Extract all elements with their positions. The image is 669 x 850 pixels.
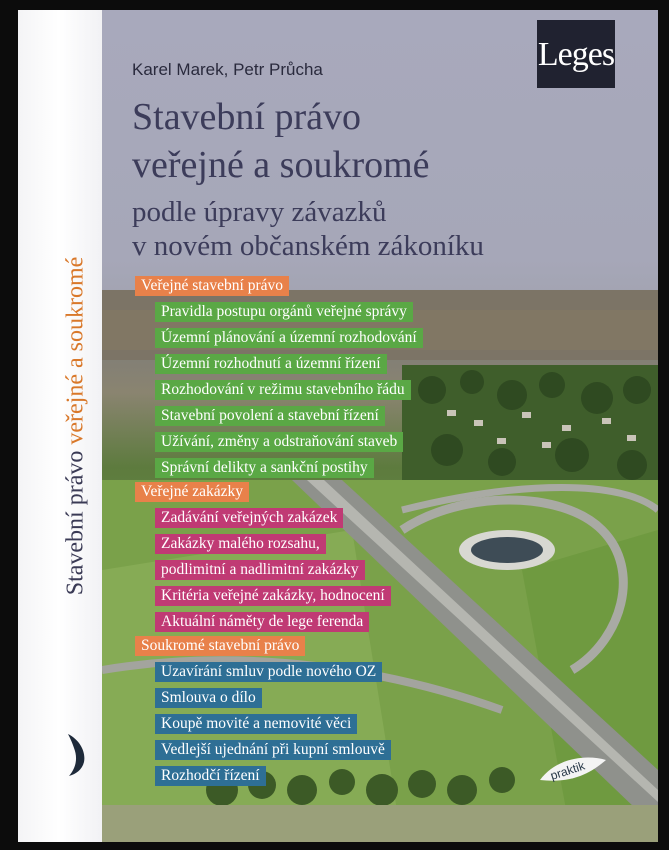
topic-label: Zadávání veřejných zakázek [155,508,343,528]
topic-label: Rozhodčí řízení [155,766,266,786]
section-heading-public-building-law: Veřejné stavební právo [135,276,289,296]
topic-label: Užívání, změny a odstraňování staveb [155,432,403,452]
publisher-logo [537,20,615,88]
spine-title-part2: veřejné a soukromé [62,256,89,445]
topic-label: podlimitní a nadlimitní zakázky [155,560,365,580]
publisher-mark-icon [64,732,90,778]
series-badge-text: praktik [548,758,587,783]
topic-label: Smlouva o dílo [155,688,262,708]
topic-label: Rozhodování v režimu stavebního řádu [155,380,411,400]
book-subtitle-line2: v novém občanském zákoníku [132,230,484,262]
book-title-line1: Stavební právo [132,96,362,138]
topic-label: Zakázky malého rozsahu, [155,534,326,554]
topic-label: Uzavírání smluv podle nového OZ [155,662,382,682]
book-title-line2: veřejné a soukromé [132,144,430,186]
topic-label: Územní rozhodnutí a územní řízení [155,354,387,374]
book-subtitle-line1: podle úpravy závazků [132,196,387,228]
topic-label: Koupě movité a nemovité věci [155,714,357,734]
spine-title-part1: Stavební právo [62,450,89,596]
section-heading-private-building-law: Soukromé stavební právo [135,636,305,656]
book [10,10,658,842]
publisher-logo-text: Leges [537,36,615,73]
topic-label: Kritéria veřejné zakázky, hodnocení [155,586,391,606]
topic-label: Aktuální náměty de lege ferenda [155,612,369,632]
front-cover [102,10,658,842]
topic-label: Stavební povolení a stavební řízení [155,406,385,426]
topic-label: Pravidla postupu orgánů veřejné správy [155,302,413,322]
series-badge [536,750,608,790]
topic-label: Územní plánování a územní rozhodování [155,328,423,348]
spine-title [63,257,90,596]
section-heading-public-procurement: Veřejné zakázky [135,482,249,502]
topic-label: Správní delikty a sankční postihy [155,458,374,478]
authors: Karel Marek, Petr Průcha [132,60,323,79]
topic-label: Vedlejší ujednání při kupní smlouvě [155,740,391,760]
